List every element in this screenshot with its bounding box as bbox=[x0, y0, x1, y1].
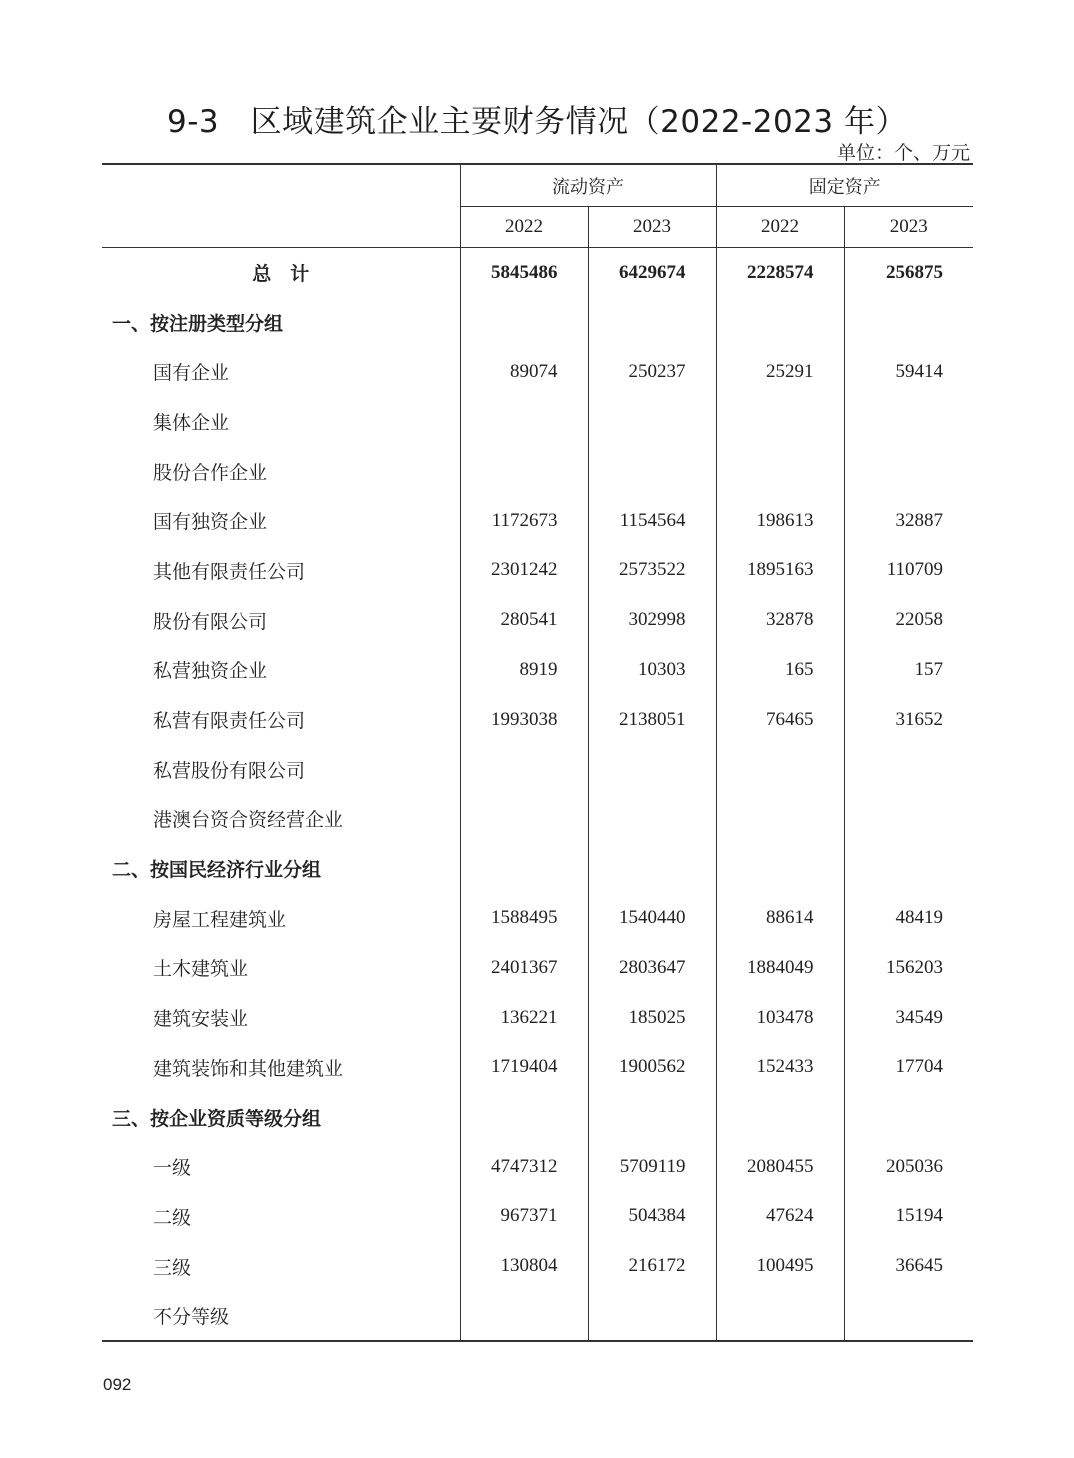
row-label: 土木建筑业 bbox=[102, 943, 460, 993]
value-cell bbox=[588, 744, 716, 794]
table-row bbox=[102, 645, 973, 695]
value-cell: 88614 bbox=[716, 893, 844, 943]
value-cell: 136221 bbox=[460, 993, 588, 1043]
value-cell: 25291 bbox=[716, 347, 844, 397]
value-cell: 6429674 bbox=[588, 248, 716, 298]
row-label: 一、按注册类型分组 bbox=[102, 297, 460, 347]
table-row bbox=[102, 347, 973, 397]
value-cell: 47624 bbox=[716, 1192, 844, 1242]
row-label: 总 计 bbox=[102, 248, 460, 298]
header-year-fixed-2022: 2022 bbox=[716, 207, 844, 248]
table-row bbox=[102, 1092, 973, 1142]
value-cell: 1154564 bbox=[588, 496, 716, 546]
value-cell: 504384 bbox=[588, 1192, 716, 1242]
value-cell: 157 bbox=[914, 658, 943, 680]
value-cell: 5709119 bbox=[588, 1142, 716, 1192]
value-cell: 2228574 bbox=[716, 248, 844, 298]
value-cell bbox=[588, 397, 716, 447]
page-number: 092 bbox=[103, 1375, 132, 1394]
table-row bbox=[102, 744, 973, 794]
value-cell bbox=[844, 297, 973, 347]
value-cell: 76465 bbox=[716, 695, 844, 745]
value-cell: 89074 bbox=[460, 347, 588, 397]
value-cell bbox=[844, 794, 973, 844]
row-label: 一级 bbox=[102, 1142, 460, 1192]
value-cell: 2301242 bbox=[460, 546, 588, 596]
value-cell: 8919 bbox=[460, 645, 588, 695]
value-cell: 967371 bbox=[460, 1192, 588, 1242]
row-label: 二级 bbox=[102, 1192, 460, 1242]
table-row bbox=[102, 1142, 973, 1192]
header-current-assets: 流动资产 bbox=[460, 164, 716, 207]
value-cell: 103478 bbox=[716, 993, 844, 1043]
row-label: 私营有限责任公司 bbox=[102, 695, 460, 745]
row-label: 二、按国民经济行业分组 bbox=[102, 844, 460, 894]
value-cell bbox=[460, 297, 588, 347]
value-cell: 216172 bbox=[588, 1241, 716, 1291]
row-label: 集体企业 bbox=[102, 397, 460, 447]
value-cell: 1993038 bbox=[460, 695, 588, 745]
table-row bbox=[102, 993, 973, 1043]
header-row-groups bbox=[102, 164, 973, 207]
value-cell bbox=[460, 1291, 588, 1341]
table-row bbox=[102, 1291, 973, 1341]
value-cell: 110709 bbox=[886, 559, 943, 581]
table-row bbox=[102, 844, 973, 894]
value-cell: 31652 bbox=[895, 708, 943, 730]
value-cell: 5845486 bbox=[460, 248, 588, 298]
header-year-current-2022: 2022 bbox=[460, 207, 588, 248]
value-cell: 10303 bbox=[588, 645, 716, 695]
value-cell bbox=[716, 844, 844, 894]
value-cell bbox=[716, 446, 844, 496]
value-cell: 156203 bbox=[886, 956, 943, 978]
row-label: 三级 bbox=[102, 1241, 460, 1291]
value-cell bbox=[844, 1092, 973, 1142]
value-cell: 22058 bbox=[895, 609, 943, 631]
value-cell: 152433 bbox=[716, 1043, 844, 1093]
value-cell bbox=[716, 1291, 844, 1341]
financial-table bbox=[102, 163, 973, 1342]
value-cell: 2080455 bbox=[716, 1142, 844, 1192]
value-cell: 1895163 bbox=[716, 546, 844, 596]
value-cell: 1900562 bbox=[588, 1043, 716, 1093]
value-cell: 165 bbox=[716, 645, 844, 695]
row-label: 建筑装饰和其他建筑业 bbox=[102, 1043, 460, 1093]
value-cell: 100495 bbox=[716, 1241, 844, 1291]
table-row bbox=[102, 446, 973, 496]
value-cell: 15194 bbox=[895, 1205, 943, 1227]
table-row bbox=[102, 297, 973, 347]
row-label: 股份有限公司 bbox=[102, 595, 460, 645]
value-cell bbox=[460, 1092, 588, 1142]
table-row bbox=[102, 943, 973, 993]
value-cell bbox=[716, 297, 844, 347]
value-cell: 48419 bbox=[895, 907, 943, 929]
value-cell bbox=[716, 397, 844, 447]
row-label: 国有独资企业 bbox=[102, 496, 460, 546]
value-cell bbox=[460, 844, 588, 894]
table-header bbox=[102, 164, 973, 248]
page-title: 9-3 区域建筑企业主要财务情况（2022-2023 年） bbox=[167, 104, 907, 140]
table-body bbox=[102, 248, 973, 1341]
value-cell bbox=[460, 744, 588, 794]
row-label: 三、按企业资质等级分组 bbox=[102, 1092, 460, 1142]
table-row bbox=[102, 595, 973, 645]
table-row bbox=[102, 1192, 973, 1242]
table-row bbox=[102, 496, 973, 546]
header-blank-cell bbox=[102, 164, 460, 248]
row-label: 港澳台资合资经营企业 bbox=[102, 794, 460, 844]
value-cell bbox=[844, 446, 973, 496]
table-row bbox=[102, 695, 973, 745]
row-label: 房屋工程建筑业 bbox=[102, 893, 460, 943]
value-cell: 1588495 bbox=[460, 893, 588, 943]
value-cell bbox=[588, 1092, 716, 1142]
value-cell bbox=[588, 794, 716, 844]
row-label: 股份合作企业 bbox=[102, 446, 460, 496]
value-cell bbox=[460, 397, 588, 447]
value-cell: 185025 bbox=[588, 993, 716, 1043]
value-cell: 36645 bbox=[895, 1255, 943, 1277]
value-cell bbox=[844, 744, 973, 794]
table-row bbox=[102, 893, 973, 943]
row-label: 其他有限责任公司 bbox=[102, 546, 460, 596]
unit-label: 单位：个、万元 bbox=[836, 142, 970, 164]
value-cell: 4747312 bbox=[460, 1142, 588, 1192]
value-cell: 1884049 bbox=[716, 943, 844, 993]
header-fixed-assets: 固定资产 bbox=[716, 164, 973, 207]
row-label: 私营股份有限公司 bbox=[102, 744, 460, 794]
value-cell: 130804 bbox=[460, 1241, 588, 1291]
value-cell: 2138051 bbox=[588, 695, 716, 745]
value-cell: 2803647 bbox=[588, 943, 716, 993]
value-cell bbox=[716, 1092, 844, 1142]
table-row bbox=[102, 794, 973, 844]
row-label: 建筑安装业 bbox=[102, 993, 460, 1043]
value-cell bbox=[460, 446, 588, 496]
value-cell: 205036 bbox=[886, 1155, 943, 1177]
value-cell: 32878 bbox=[716, 595, 844, 645]
table-row bbox=[102, 546, 973, 596]
table-row bbox=[102, 248, 973, 298]
value-cell: 2401367 bbox=[460, 943, 588, 993]
value-cell: 1172673 bbox=[460, 496, 588, 546]
row-label: 私营独资企业 bbox=[102, 645, 460, 695]
value-cell: 250237 bbox=[588, 347, 716, 397]
value-cell: 198613 bbox=[716, 496, 844, 546]
table-row bbox=[102, 1241, 973, 1291]
value-cell: 32887 bbox=[895, 509, 943, 531]
value-cell bbox=[844, 844, 973, 894]
header-year-fixed-2023: 2023 bbox=[889, 216, 928, 237]
value-cell bbox=[716, 794, 844, 844]
header-year-current-2023: 2023 bbox=[588, 207, 716, 248]
value-cell: 280541 bbox=[460, 595, 588, 645]
value-cell: 1719404 bbox=[460, 1043, 588, 1093]
row-label: 国有企业 bbox=[102, 347, 460, 397]
value-cell bbox=[460, 794, 588, 844]
row-label: 不分等级 bbox=[102, 1291, 460, 1341]
value-cell: 302998 bbox=[588, 595, 716, 645]
value-cell bbox=[844, 1291, 973, 1341]
value-cell bbox=[716, 744, 844, 794]
value-cell: 17704 bbox=[895, 1056, 943, 1078]
value-cell: 59414 bbox=[895, 360, 943, 382]
value-cell bbox=[588, 844, 716, 894]
table-row bbox=[102, 397, 973, 447]
value-cell bbox=[844, 397, 973, 447]
value-cell bbox=[588, 1291, 716, 1341]
table-row bbox=[102, 1043, 973, 1093]
value-cell bbox=[588, 297, 716, 347]
value-cell: 34549 bbox=[895, 1006, 943, 1028]
value-cell: 256875 bbox=[886, 261, 943, 283]
value-cell: 2573522 bbox=[588, 546, 716, 596]
value-cell: 1540440 bbox=[588, 893, 716, 943]
value-cell bbox=[588, 446, 716, 496]
